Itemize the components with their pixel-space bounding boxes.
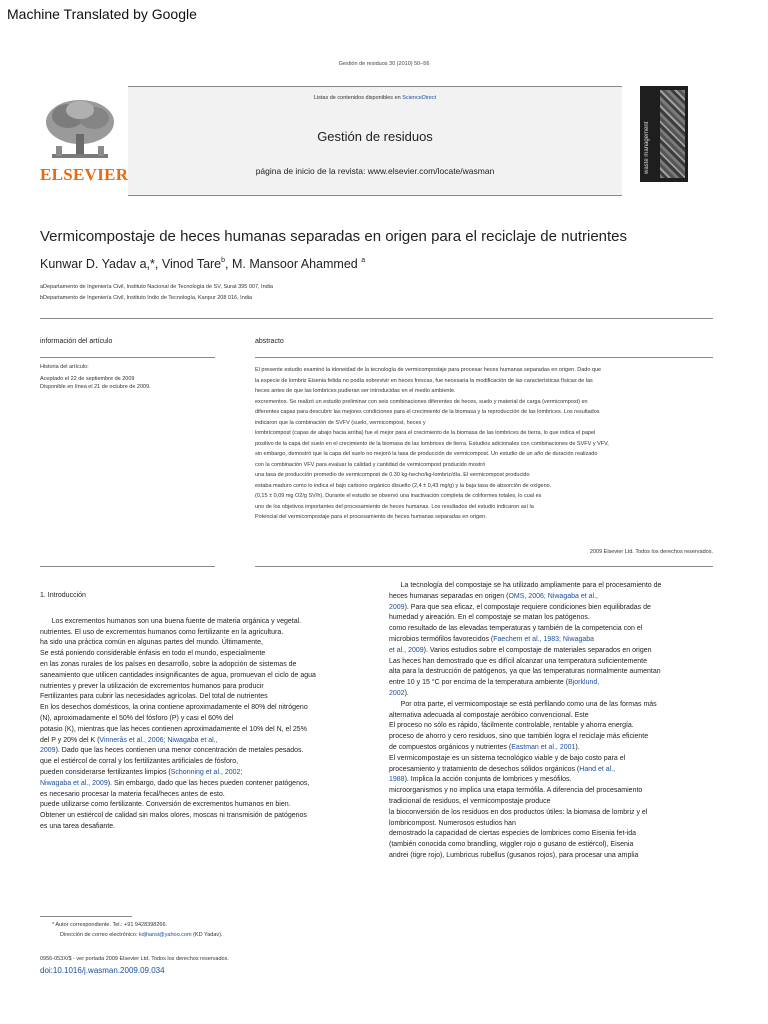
- body-text: Los excrementos humanos son una buena fuente de materia orgánica y vegetal.: [40, 617, 302, 625]
- body-text: lombricompost. Numerosos estudios han: [389, 819, 516, 827]
- body-line: [40, 660, 370, 671]
- abstract-line: indicaron que la combinación de SVFV (suelo, vermicompost, heces y: [255, 419, 426, 426]
- abstract-line: Potencial del vermicompostaje para el procesamiento de heces humanas separadas en origen.: [255, 514, 487, 520]
- body-text: (también conocida como brandling, wiggler rojo o gusano de estiércol), Eisenia: [389, 841, 634, 849]
- body-line: [40, 790, 370, 801]
- author-1-affil: b: [221, 257, 226, 264]
- journal-name: Gestión de residuos: [317, 129, 433, 144]
- body-line: [40, 649, 370, 660]
- body-line: [40, 811, 370, 822]
- body-line: [40, 671, 370, 682]
- body-line: [389, 743, 719, 754]
- body-text: Por otra parte, el vermicompostaje se está perfilando como una de las formas más: [389, 700, 657, 708]
- body-text: pueden considerarse fertilizantes limpios (: [40, 768, 171, 776]
- affiliation-a: aDepartamento de Ingeniería Civil, Instituto Nacional de Tecnología de SV, Surat 395 007, India: [40, 284, 273, 290]
- author-1: Kunwar D. Yadav a,*, Vinod Tare: [40, 257, 222, 271]
- body-text: El proceso no sólo es rápido, fácilmente controlable, rentable y ahorra energía.: [389, 722, 634, 730]
- body-text: puede utilizarse como fertilizante. Conversión de excrementos humanos en bien.: [40, 801, 291, 809]
- body-text: procesamiento y tratamiento de desechos sólidos orgánicos (: [389, 765, 580, 773]
- body-line: [40, 768, 370, 779]
- body-line: [40, 617, 370, 628]
- body-line: [389, 840, 719, 851]
- body-text: alternativa adecuada al compostaje aeróbico convencional. Este: [389, 711, 589, 719]
- body-line: [40, 725, 370, 736]
- body-line: [389, 613, 719, 624]
- contents-prefix: Listas de contenidos disponibles en: [313, 95, 403, 101]
- body-text: saneamiento que utilicen cantidades insignificantes de agua, promuevan el ciclo de agua: [40, 671, 316, 679]
- corresponding-author: * Autor correspondiente. Tel.: +91 9428398266.: [52, 922, 168, 928]
- body-text: demostrado la capacidad de ciertas especies de lombrices como Eisenia fet-ida: [389, 830, 637, 838]
- citation-link[interactable]: Hand et al.,: [579, 765, 616, 773]
- body-text: ).: [404, 689, 409, 697]
- body-line: [40, 638, 370, 649]
- machine-translation-banner: Machine Translated by Google: [7, 6, 197, 22]
- body-text: Las heces han demostrado que es difícil alcanzar una temperatura suficientemente: [389, 657, 647, 665]
- body-line: [389, 797, 719, 808]
- body-text: ).: [575, 743, 580, 751]
- intro-right-column: [389, 581, 719, 862]
- body-text: humedad y aireación. En el compostaje se matan los patógenos.: [389, 614, 590, 622]
- abstract-line: lombricompost (capas de abajo hacia arriba) fue el mejor para el crecimiento de la biomasa de las lombrices de tierra, lo que indica el papel: [255, 430, 596, 436]
- body-line: [40, 692, 370, 703]
- journal-cover-image: [640, 86, 688, 182]
- abstract-rule: [255, 357, 713, 358]
- body-text: la bioconversión de los residuos en dos productos útiles: la biomasa de lombriz y el: [389, 808, 648, 816]
- body-line: [40, 779, 370, 790]
- abstract-line: una tasa de producción promedio de vermicompost de 0.30 kg-hecho/kg-lombriz/día. El vermicompost producido: [255, 472, 530, 478]
- header-rule: [40, 318, 713, 319]
- body-line: [389, 667, 719, 678]
- author-2: , M. Mansoor Ahammed: [225, 257, 358, 271]
- body-line: [389, 754, 719, 765]
- body-text: tradicional de residuos, el vermicompostaje produce: [389, 797, 551, 805]
- body-text: alta para la destrucción de patógenos, ya que las temperaturas normalmente aumentan: [389, 668, 661, 676]
- body-text: La tecnología del compostaje se ha utilizado ampliamente para el procesamiento de: [389, 582, 662, 589]
- accepted-date: Aceptado el 22 de septiembre de 2009: [40, 376, 135, 382]
- body-line: [40, 822, 370, 833]
- body-text: (N), aproximadamente el 50% del fósforo (P) y casi el 60% del: [40, 714, 234, 722]
- body-line: [40, 800, 370, 811]
- citation-link[interactable]: Eastman et al., 2001: [511, 743, 576, 751]
- body-line: [389, 711, 719, 722]
- body-text: ). Sin embargo, dado que las heces pueden contener patógenos,: [107, 779, 310, 787]
- body-text: andrei (tigre rojo), Lumbricus rubellus (gusanos rojos), para procesar una amplia: [389, 851, 639, 859]
- abstract-line: la especie de lombriz Eisenia fetida no podía sobrevivir en heces frescas, fue necesaria la modificación de las características físicas de las: [255, 377, 593, 384]
- abstract-line: con la combinación VFV para evaluar la calidad y cantidad de vermicompost producido mostró: [255, 461, 486, 468]
- body-line: [40, 703, 370, 714]
- body-text: El vermicompostaje es un sistema tecnológico viable y de bajo costo para el: [389, 754, 626, 762]
- abstract-body: [255, 365, 715, 523]
- body-line: [389, 646, 719, 657]
- body-text: ). Implica la acción conjunta de lombrices y mesófilos.: [404, 776, 572, 784]
- abstract-copyright: 2009 Elsevier Ltd. Todos los derechos reservados.: [589, 549, 713, 555]
- citation-link[interactable]: Niwagaba et al., 2009: [40, 779, 108, 787]
- body-line: [389, 851, 719, 862]
- body-text: nutrientes. El uso de excrementos humanos como fertilizante en la agricultura.: [40, 628, 284, 636]
- body-line: [40, 606, 370, 617]
- body-line: [40, 746, 370, 757]
- cover-art: [660, 90, 685, 178]
- footnote-rule: [40, 916, 132, 917]
- body-line: [389, 732, 719, 743]
- abstract-bottom-rule: [255, 566, 713, 567]
- email-line: [60, 932, 223, 938]
- citation-link[interactable]: 2009: [40, 747, 56, 755]
- body-line: [389, 829, 719, 840]
- body-text: microorganismos y no implica una etapa termófila. A diferencia del procesamiento: [389, 787, 643, 795]
- sciencedirect-link[interactable]: ScienceDirect: [402, 95, 437, 101]
- body-text: [40, 607, 42, 614]
- body-line: [40, 714, 370, 725]
- journal-homepage[interactable]: página de inicio de la revista: www.elsevier.com/locate/wasman: [255, 166, 495, 176]
- citation-link[interactable]: 2002: [389, 689, 405, 697]
- email-prefix: Dirección de correo electrónico:: [60, 932, 139, 938]
- body-line: [389, 624, 719, 635]
- citation-link[interactable]: Bjorklund,: [568, 679, 600, 687]
- article-info-heading: información del artículo: [40, 338, 113, 345]
- body-line: [389, 786, 719, 797]
- body-text: ha sido una práctica común en algunas partes del mundo. Últimamente,: [40, 639, 263, 647]
- online-date: Disponible en línea el 21 de octubre de 2009.: [40, 384, 151, 390]
- body-line: [40, 757, 370, 768]
- doi-link[interactable]: doi:10.1016/j.wasman.2009.09.034: [40, 966, 165, 975]
- elsevier-logo: ELSEVIER: [40, 165, 129, 184]
- body-text: nutrientes y prever la utilización de excrementos humanos para producir: [40, 682, 264, 690]
- body-text: microbios termófilos favorecidos (: [389, 635, 494, 643]
- body-line: [389, 808, 719, 819]
- article-title: Vermicompostaje de heces humanas separadas en origen para el reciclaje de nutrientes: [40, 228, 628, 245]
- history-label: Historia del artículo:: [40, 364, 89, 370]
- body-text: potasio (K), mientras que las heces contienen aproximadamente el 10% del N, el 25%: [40, 725, 307, 733]
- body-line: [389, 700, 719, 711]
- abstract-line: heces antes de que las lombrices pudieran ser introducidas en el medio ambiente.: [255, 388, 456, 394]
- author-2-affil: a: [361, 257, 366, 264]
- citation-link[interactable]: et al., 2009: [389, 646, 424, 654]
- affiliation-b: bDepartamento de Ingeniería Civil, Instituto Indio de Tecnología, Kanpur 208 016, India: [40, 295, 253, 301]
- body-line: [389, 581, 719, 592]
- citation-link[interactable]: Vinnerås et al., 2006; Niwagaba et al.,: [99, 736, 218, 744]
- body-text: Obtener un estiércol de calidad sin malos olores, moscas ni transmisión de patógenos: [40, 812, 307, 820]
- cover-title: waste management: [644, 121, 650, 174]
- body-line: [40, 736, 370, 747]
- abstract-line: excrementos. Se realizó un estudio preliminar con seis combinaciones diferentes de heces, suelo y material de carga (vermicompost) en: [255, 398, 588, 405]
- body-line: [389, 657, 719, 668]
- body-text: Fertilizantes para cubrir las necesidades agrícolas. Del total de nutrientes: [40, 693, 268, 701]
- introduction-heading: 1. Introducción: [40, 592, 86, 599]
- body-text: proceso de ahorro y cero residuos, sino que también logra el reciclaje más eficiente: [389, 733, 649, 741]
- citation-link[interactable]: OMS, 2006; Niwagaba et al.,: [508, 592, 598, 600]
- abstract-line: uno de los objetivos importantes del procesamiento de heces humanas. Los resultados del estudio indicaron así la: [255, 503, 534, 510]
- body-line: [389, 603, 719, 614]
- info-rule: [40, 357, 215, 358]
- body-text: Se está poniendo considerable énfasis en todo el mundo, especialmente: [40, 650, 266, 658]
- issn-line: 0956-053X/$ - ver portada 2009 Elsevier Ltd. Todos los derechos reservados.: [40, 956, 229, 962]
- abstract-line: (0,15 ± 0,09 mg O2/g SV/h). Durante el estudio se observó una inactivación completa de coliformes totales, lo cual es: [255, 493, 542, 499]
- body-text: que el estiércol de corral y los fertilizantes artificiales de fósforo,: [40, 758, 239, 766]
- elsevier-tree-logo: [38, 96, 122, 166]
- body-text: ). Varios estudios sobre el compostaje de materiales separados en origen: [423, 646, 652, 654]
- journal-reference: Gestión de residuos 30 (2010) 50–56: [338, 61, 430, 67]
- citation-link[interactable]: Schonning et al., 2002;: [170, 768, 243, 776]
- body-line: [389, 592, 719, 603]
- abstract-line: sin embargo, demostró que la capa del suelo no mejoró la tasa de producción de vermicompost. Un estudio de un año de duración realizado: [255, 451, 598, 457]
- email-link[interactable]: kdjhansi@yahoo.com: [138, 932, 192, 938]
- abstract-line: diferentes capas para descubrir las mejores condiciones para el crecimiento de la biomasa y la reproducción de las lombrices. Los resultados: [255, 409, 600, 415]
- body-text: En los desechos domésticos, la orina contiene aproximadamente el 80% del nitrógeno: [40, 704, 308, 712]
- citation-link[interactable]: 1988: [389, 776, 405, 784]
- body-text: ). Para que sea eficaz, el compostaje requiere condiciones bien equilibradas de: [404, 603, 651, 611]
- body-line: [40, 682, 370, 693]
- abstract-line: estaba maduro como lo indica el bajo carbono orgánico disuelto (2,4 ± 0,43 mg/g) y la baja tasa de absorción de oxígeno.: [255, 482, 552, 489]
- citation-link[interactable]: 2009: [389, 603, 405, 611]
- body-text: en las zonas rurales de los países en desarrollo, sobre la adopción de sistemas de: [40, 660, 297, 668]
- abstract-heading: abstracto: [255, 338, 284, 345]
- body-text: es necesario procesar la materia fecal/heces antes de esto.: [40, 790, 225, 798]
- body-text: ). Dado que las heces contienen una menor concentración de metales pesados.: [55, 747, 304, 755]
- contents-line: [128, 95, 622, 101]
- body-text: como resultado de las elevadas temperaturas y también de la competencia con el: [389, 625, 643, 633]
- body-line: [389, 635, 719, 646]
- body-text: entre 10 y 15 °C por encima de la temperatura ambiente (: [389, 679, 569, 687]
- info-bottom-rule: [40, 566, 215, 567]
- body-line: [40, 628, 370, 639]
- body-line: [389, 765, 719, 776]
- body-line: [389, 678, 719, 689]
- body-text: es una tarea desafiante.: [40, 822, 116, 830]
- abstract-line: El presente estudio examinó la idoneidad de la tecnología de vermicompostaje para procesar heces humanas separadas en origen. Dado que: [255, 367, 602, 373]
- body-line: [389, 721, 719, 732]
- body-line: [389, 819, 719, 830]
- body-text: de compuestos orgánicos y nutrientes (: [389, 743, 512, 751]
- abstract-line: positivo de la capa del suelo en el crecimiento de la biomasa de las lombrices de tierra. Estudios adicionales con combinaciones de SVFV y VFV,: [255, 440, 609, 447]
- email-suffix: (KD Yadav).: [191, 932, 223, 938]
- intro-left-column: [40, 606, 370, 833]
- body-line: [389, 689, 719, 700]
- body-text: heces humanas separadas en origen (: [389, 592, 509, 600]
- body-line: [389, 775, 719, 786]
- body-text: del P y 20% del K (: [40, 736, 100, 744]
- author-list: [40, 257, 365, 271]
- citation-link[interactable]: Faechem et al., 1983; Niwagaba: [493, 635, 595, 643]
